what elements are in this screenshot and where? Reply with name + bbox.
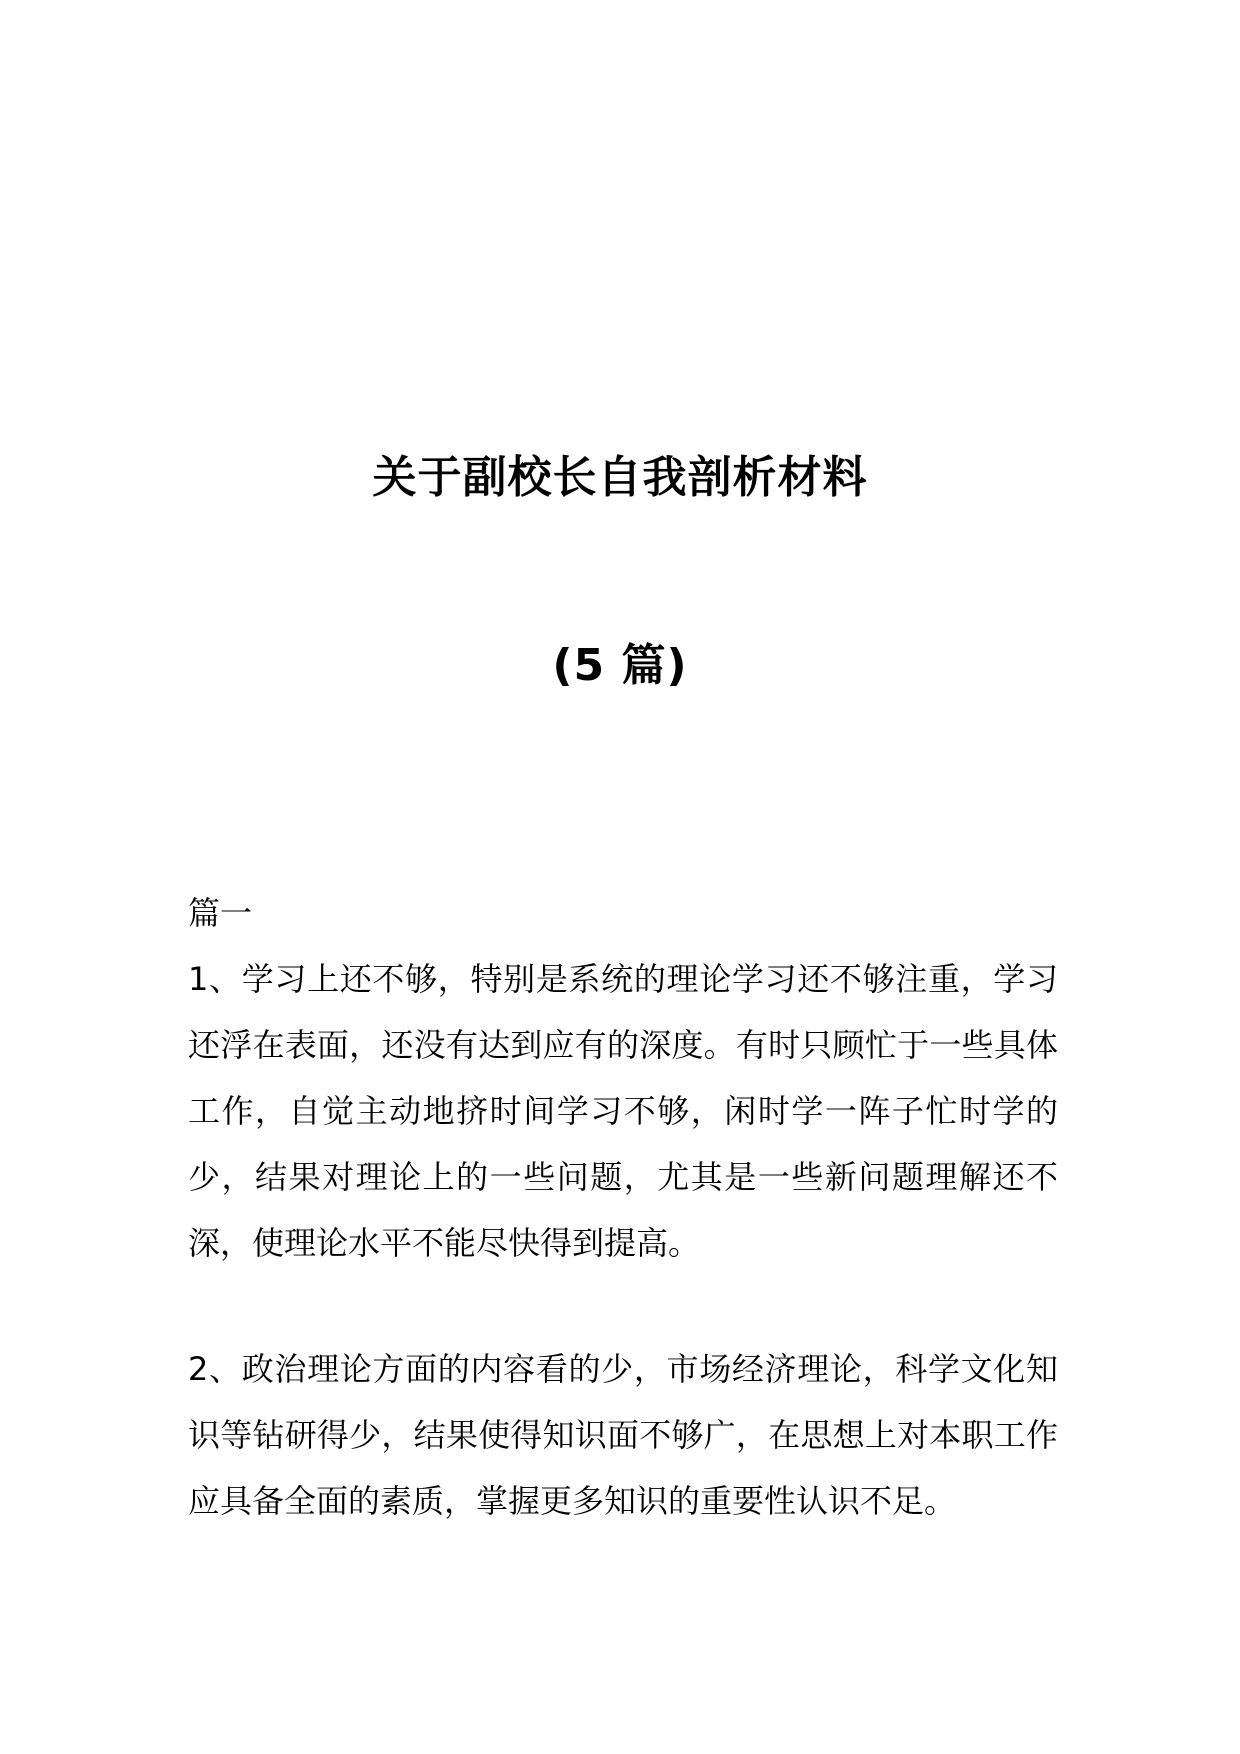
- paragraph-2: [188, 1336, 1058, 1534]
- paragraph-1: [188, 946, 1058, 1276]
- document-title: 关于副校长自我剖析材料: [372, 452, 868, 503]
- paragraph-text: 1、学习上还不够，特别是系统的理论学习还不够注重，学习还浮在表面，还没有达到应有的深度。有时只顾忙于一些具体工作，自觉主动地挤时间学习不够，闲时学一阵子忙时学的少，结果对理论上的一些问题，尤其是一些新问题理解还不深，使理论水平不能尽快得到提高。: [188, 960, 1058, 1262]
- section-label: 篇一: [188, 894, 253, 932]
- paragraph-text: 2、政治理论方面的内容看的少，市场经济理论，科学文化知识等钻研得少，结果使得知识面不够广，在思想上对本职工作应具备全面的素质，掌握更多知识的重要性认识不足。: [188, 1350, 1058, 1520]
- document-subtitle: (5 篇): [552, 640, 688, 691]
